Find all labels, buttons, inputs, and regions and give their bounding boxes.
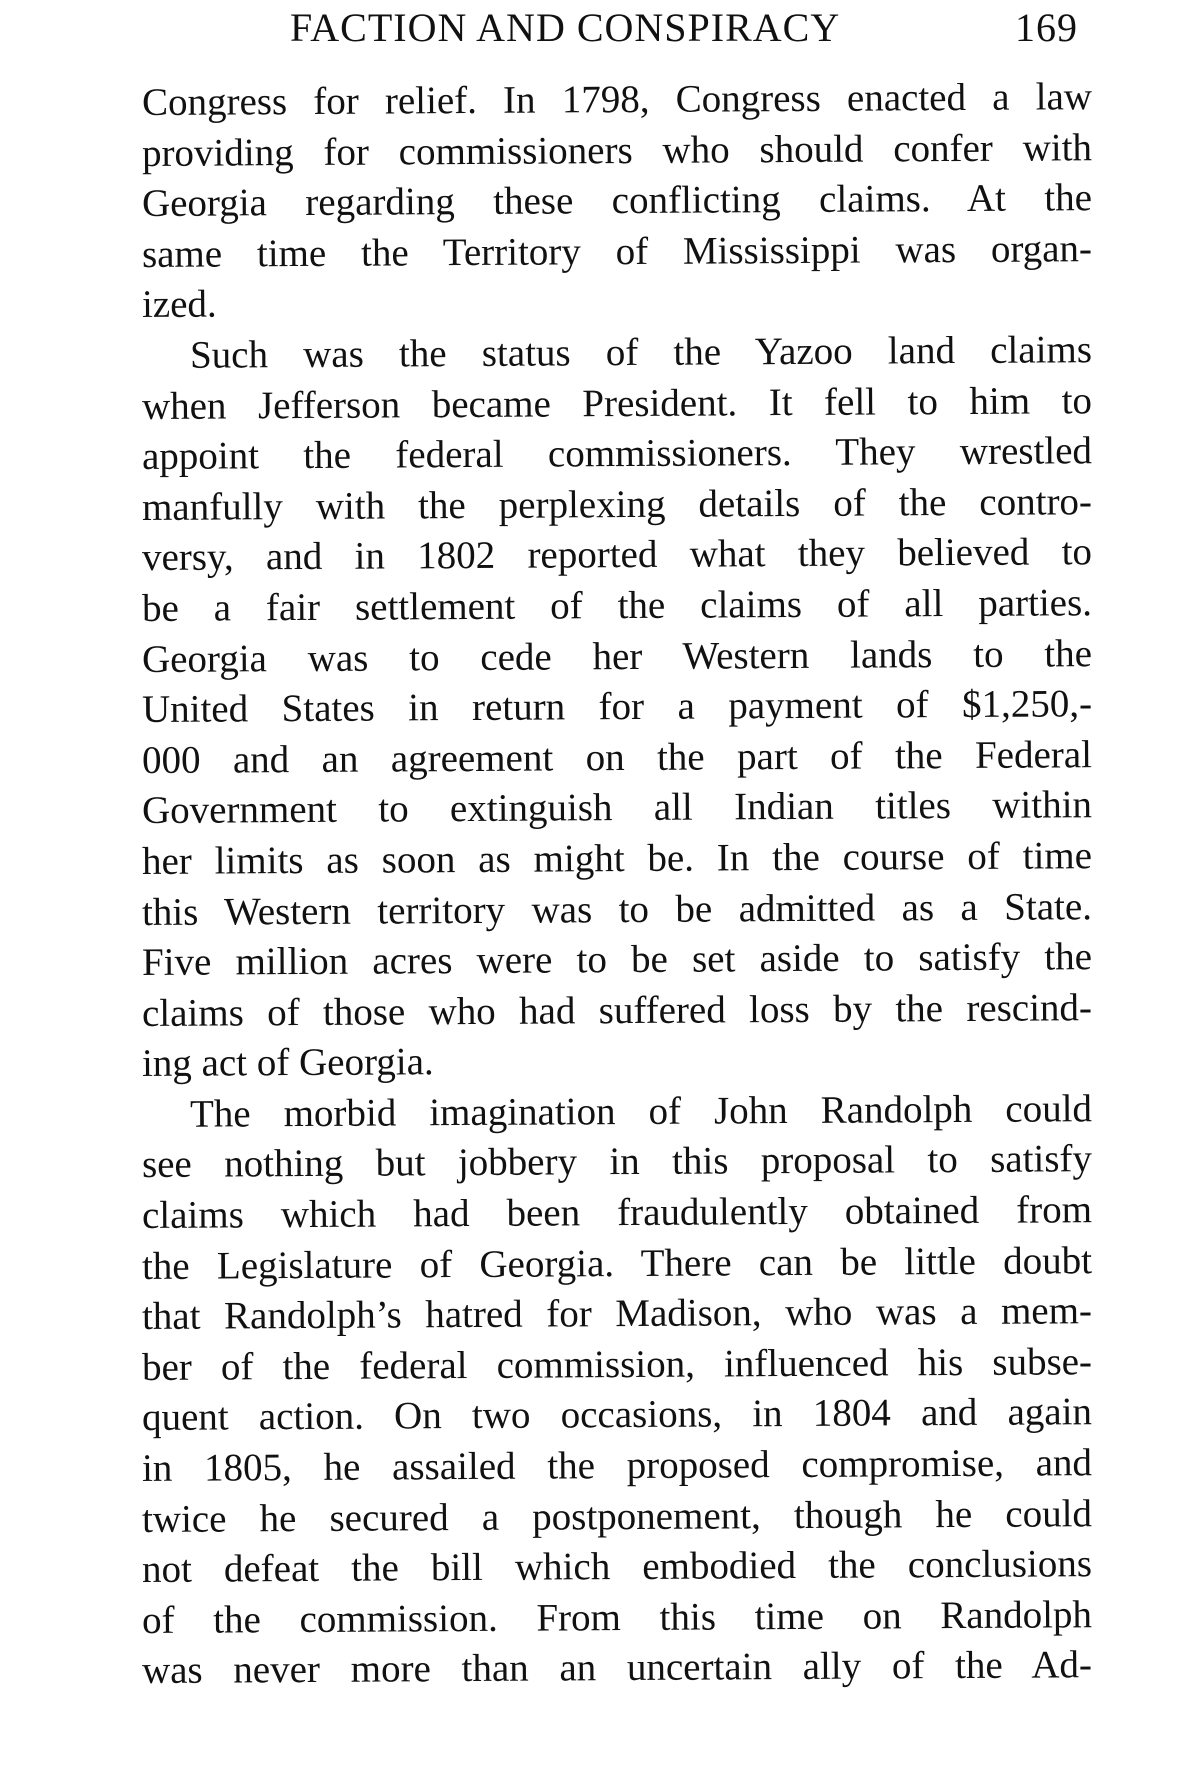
running-head — [290, 4, 1080, 60]
body-text — [141, 75, 1093, 1697]
text-line: the Legislature of Georgia. There can be little doubt — [141, 1238, 1093, 1288]
text-line: Such was the status of the Yazoo land claims — [189, 328, 1093, 377]
text-line: versy, and in 1802 reported what they believed to — [141, 530, 1093, 580]
text-line: The morbid imagination of John Randolph could — [189, 1087, 1093, 1136]
text-line: ized. — [141, 282, 217, 327]
text-line: ber of the federal commission, influenced his subse- — [141, 1340, 1093, 1389]
text-line: her limits as soon as might be. In the course of time — [141, 834, 1093, 883]
text-line: Government to extinguish all Indian titles within — [141, 783, 1093, 833]
text-line: Georgia regarding these conflicting claims. At the — [141, 176, 1093, 226]
text-line: was never more than an uncertain ally of the Ad- — [141, 1643, 1093, 1693]
text-line: 000 and an agreement on the part of the Federal — [141, 732, 1093, 782]
running-title: FACTION AND CONSPIRACY — [290, 5, 841, 50]
text-line: claims which had been fraudulently obtained from — [141, 1188, 1093, 1238]
text-line: in 1805, he assailed the proposed compromise, and — [141, 1441, 1093, 1491]
text-line: see nothing but jobbery in this proposal to satisfy — [141, 1137, 1093, 1187]
text-line: same time the Territory of Mississippi was organ- — [141, 226, 1093, 276]
text-line: that Randolph’s hatred for Madison, who was a mem- — [141, 1289, 1093, 1339]
text-line: when Jefferson became President. It fell to him to — [141, 378, 1093, 428]
text-line: claims of those who had suffered loss by the rescind- — [141, 985, 1093, 1035]
text-line: not defeat the bill which embodied the conclusions — [141, 1542, 1093, 1592]
text-line: quent action. On two occasions, in 1804 and again — [141, 1390, 1093, 1440]
text-line: twice he secured a postponement, though he could — [141, 1491, 1093, 1541]
text-line: be a fair settlement of the claims of all parties. — [141, 581, 1093, 630]
text-line: Congress for relief. In 1798, Congress enacted a law — [141, 75, 1093, 124]
text-line: appoint the federal commissioners. They wrestled — [141, 429, 1093, 479]
paragraph — [141, 1087, 1093, 1697]
text-line: manfully with the perplexing details of the contro- — [141, 479, 1093, 529]
text-line: United States in return for a payment of $1,250,- — [141, 682, 1093, 732]
text-line: providing for commissioners who should confer with — [141, 125, 1093, 175]
text-line: this Western territory was to be admitted as a State. — [141, 884, 1093, 934]
paragraph — [141, 75, 1093, 331]
text-line: Five million acres were to be set aside to satisfy the — [141, 935, 1093, 985]
paragraph — [141, 328, 1093, 1090]
text-line: ing act of Georgia. — [141, 1040, 434, 1086]
page-number: 169 — [1015, 5, 1078, 50]
text-line: of the commission. From this time on Randolph — [141, 1593, 1093, 1642]
text-line: Georgia was to cede her Western lands to the — [141, 631, 1093, 681]
